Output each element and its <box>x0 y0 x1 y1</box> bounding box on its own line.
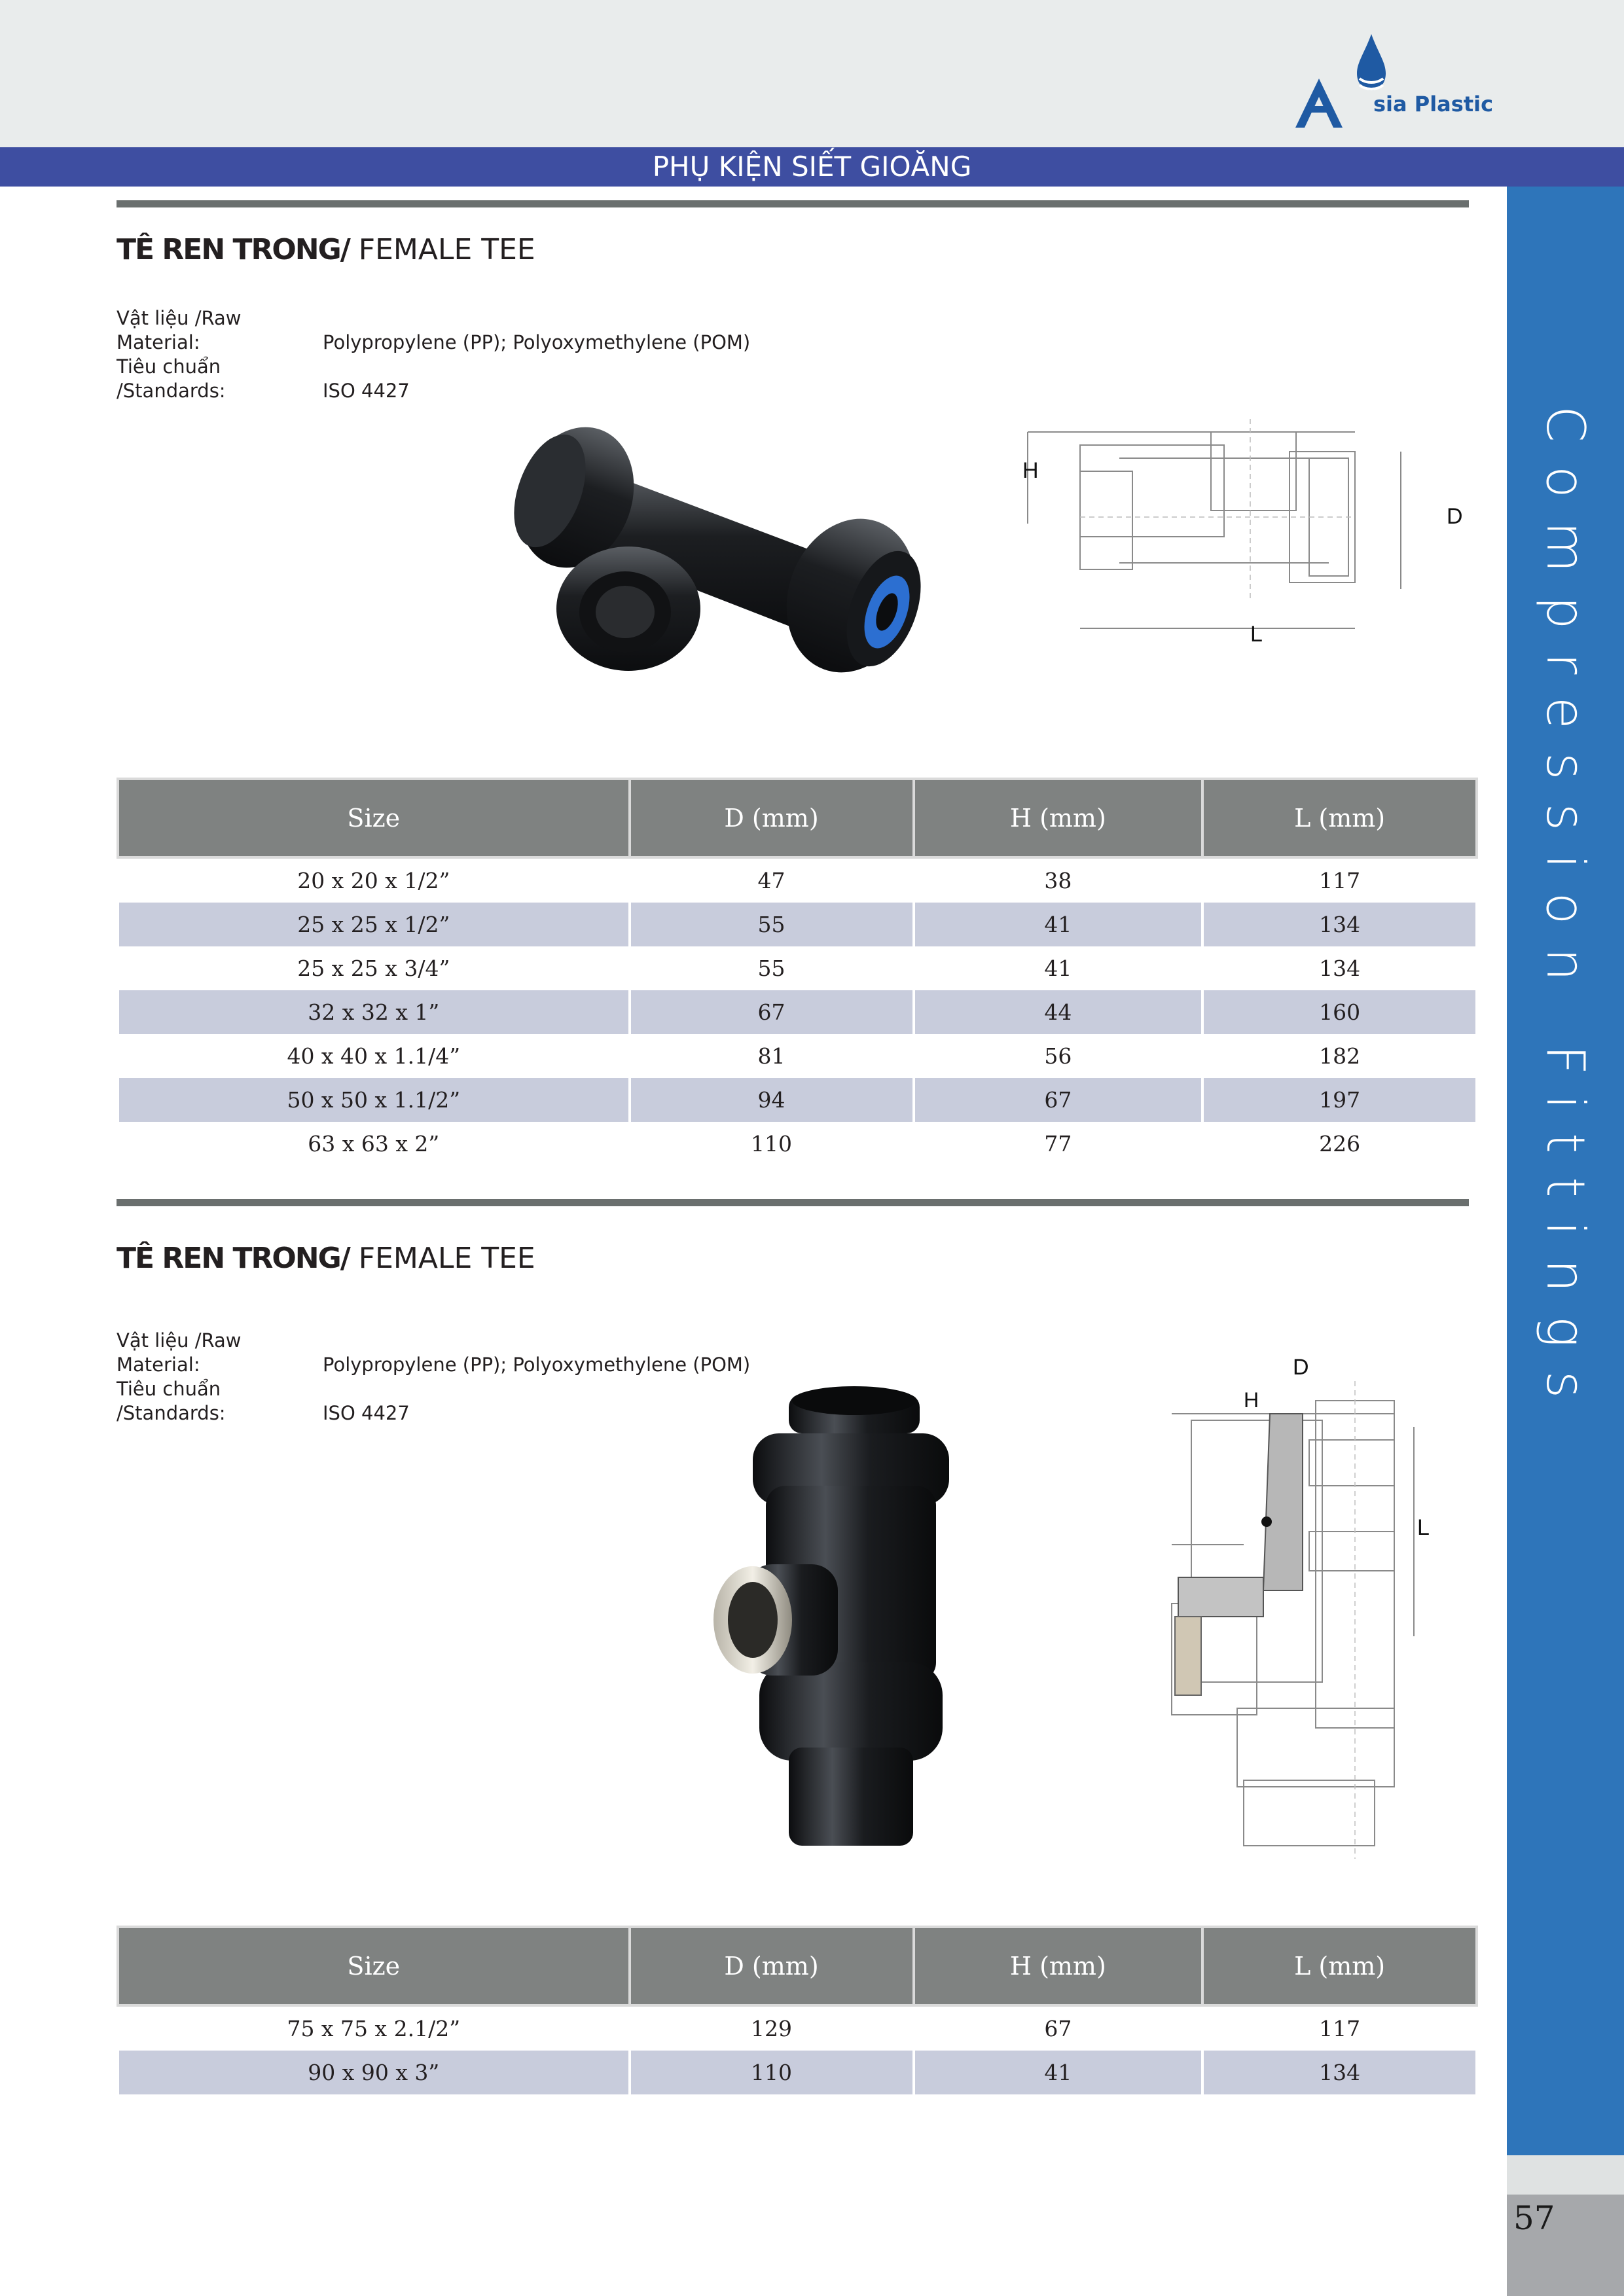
section-heading <box>117 1242 535 1275</box>
female-tee-photo <box>707 1381 982 1865</box>
table-row <box>118 2051 1477 2094</box>
technical-drawing <box>1015 406 1486 655</box>
drawing-label-h: H <box>1244 1388 1259 1412</box>
table-cell: 182 <box>1202 1034 1477 1078</box>
table-cell: 134 <box>1202 946 1477 990</box>
heading-light: FEMALE TEE <box>349 1242 535 1275</box>
table-cell: 160 <box>1202 990 1477 1034</box>
standard-value: ISO 4427 <box>323 380 410 402</box>
table-cell: 90 x 90 x 3” <box>118 2051 630 2094</box>
spec-block <box>117 306 750 403</box>
material-value: Polypropylene (PP); Polyoxymethylene (POM) <box>323 1354 751 1376</box>
section-heading <box>117 233 535 266</box>
material-label: Vật liệu /Raw Material: <box>117 307 242 353</box>
col-l: L (mm) <box>1202 779 1477 857</box>
heading-light: FEMALE TEE <box>349 233 535 266</box>
sidebar-divider <box>1507 2155 1624 2195</box>
table-cell: 117 <box>1202 857 1477 903</box>
col-size: Size <box>118 1927 630 2005</box>
table-row <box>118 1078 1477 1122</box>
technical-drawing <box>1152 1355 1453 1865</box>
table-cell: 55 <box>630 946 914 990</box>
table-cell: 129 <box>630 2005 914 2051</box>
table-cell: 47 <box>630 857 914 903</box>
table-body <box>118 2005 1477 2094</box>
table-cell: 110 <box>630 1122 914 1166</box>
table-cell: 134 <box>1202 903 1477 946</box>
table-cell: 94 <box>630 1078 914 1122</box>
page-number: 57 <box>1513 2199 1555 2237</box>
col-d: D (mm) <box>630 779 914 857</box>
section-rule <box>117 1199 1469 1206</box>
col-h: H (mm) <box>914 1927 1203 2005</box>
table-cell: 38 <box>914 857 1203 903</box>
table-cell: 20 x 20 x 1/2” <box>118 857 630 903</box>
heading-bold: TÊ REN TRONG/ <box>117 233 350 266</box>
drawing-label-h: H <box>1022 458 1039 483</box>
table-cell: 110 <box>630 2051 914 2094</box>
brand-name: sia Plastic <box>1373 92 1494 117</box>
table-cell: 75 x 75 x 2.1/2” <box>118 2005 630 2051</box>
table-cell: 25 x 25 x 3/4” <box>118 946 630 990</box>
table-cell: 40 x 40 x 1.1/4” <box>118 1034 630 1078</box>
standard-value: ISO 4427 <box>323 1402 410 1424</box>
standard-label: Tiêu chuẩn /Standards: <box>117 1378 226 1424</box>
table-body <box>118 857 1477 1166</box>
table-cell: 25 x 25 x 1/2” <box>118 903 630 946</box>
col-l: L (mm) <box>1202 1927 1477 2005</box>
col-size: Size <box>118 779 630 857</box>
drawing-label-l: L <box>1250 622 1263 647</box>
col-d: D (mm) <box>630 1927 914 2005</box>
material-value: Polypropylene (PP); Polyoxymethylene (POM) <box>323 331 751 353</box>
size-table <box>117 1926 1478 2094</box>
table-cell: 32 x 32 x 1” <box>118 990 630 1034</box>
sidebar-label: Compression Fittings <box>1535 406 1596 1422</box>
standard-label: Tiêu chuẩn /Standards: <box>117 355 226 402</box>
table-row <box>118 990 1477 1034</box>
size-table <box>117 778 1478 1166</box>
table-cell: 77 <box>914 1122 1203 1166</box>
table-row <box>118 903 1477 946</box>
table-cell: 67 <box>914 1078 1203 1122</box>
table-header-row <box>118 779 1477 857</box>
drawing-label-l: L <box>1417 1515 1430 1540</box>
table-row <box>118 1122 1477 1166</box>
asia-plastic-logo <box>1293 26 1515 137</box>
table-cell: 134 <box>1202 2051 1477 2094</box>
table-header-row <box>118 1927 1477 2005</box>
table-cell: 67 <box>914 2005 1203 2051</box>
table-cell: 67 <box>630 990 914 1034</box>
table-row <box>118 857 1477 903</box>
table-cell: 41 <box>914 946 1203 990</box>
table-cell: 226 <box>1202 1122 1477 1166</box>
table-row <box>118 946 1477 990</box>
table-cell: 56 <box>914 1034 1203 1078</box>
table-cell: 50 x 50 x 1.1/2” <box>118 1078 630 1122</box>
material-label: Vật liệu /Raw Material: <box>117 1329 242 1376</box>
table-cell: 41 <box>914 2051 1203 2094</box>
table-cell: 44 <box>914 990 1203 1034</box>
spec-block <box>117 1329 750 1426</box>
table-cell: 63 x 63 x 2” <box>118 1122 630 1166</box>
table-cell: 197 <box>1202 1078 1477 1122</box>
table-row <box>118 2005 1477 2051</box>
drawing-label-d: D <box>1293 1355 1309 1380</box>
table-cell: 55 <box>630 903 914 946</box>
page-title: PHỤ KIỆN SIẾT GIOĂNG <box>0 147 1624 187</box>
table-cell: 117 <box>1202 2005 1477 2051</box>
table-cell: 41 <box>914 903 1203 946</box>
drawing-label-d: D <box>1447 504 1463 529</box>
heading-bold: TÊ REN TRONG/ <box>117 1242 350 1275</box>
table-cell: 81 <box>630 1034 914 1078</box>
table-row <box>118 1034 1477 1078</box>
female-tee-photo <box>504 393 936 707</box>
col-h: H (mm) <box>914 779 1203 857</box>
section-rule <box>117 200 1469 207</box>
